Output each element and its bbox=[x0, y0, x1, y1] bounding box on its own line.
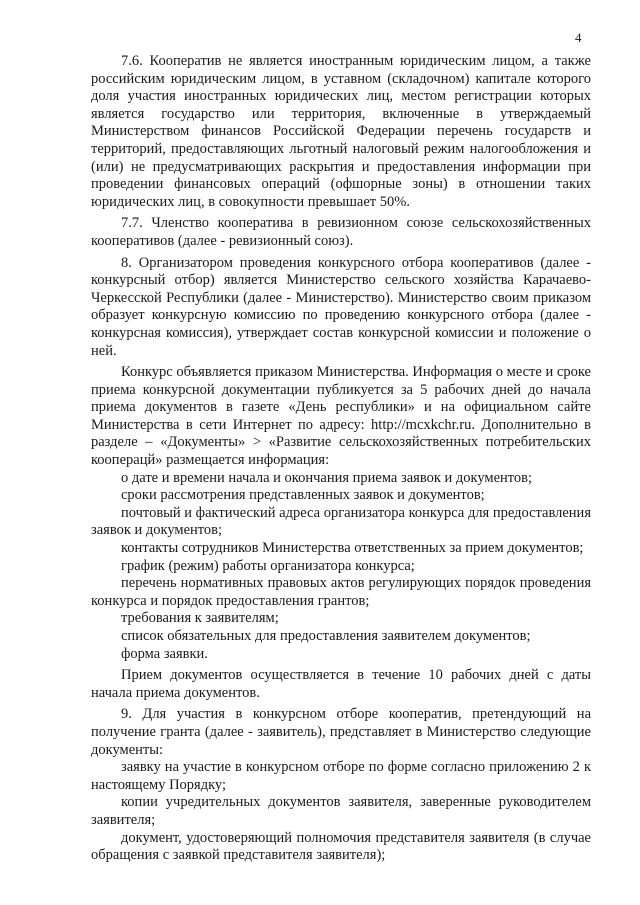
paragraph-7-7: 7.7. Членство кооператива в ревизионном союзе сельскохозяйственных кооперативов (далее - ревизионный союз). bbox=[91, 215, 591, 249]
list-item: список обязательных для предоставления заявителем документов; bbox=[121, 628, 531, 644]
paragraph-8: 8. Организатором проведения конкурсного отбора кооперативов (далее - конкурсный отбор) является Министерство сельского хозяйства Карачаево-Черкесской Республики (далее - Министерство). Министерство своим приказом образует конкурсную комиссию по проведению конкурсного отбора (далее - конкурсная комиссия), утверждает состав конкурсной комиссии и положение о ней. bbox=[91, 254, 591, 359]
paragraph-9: 9. Для участия в конкурсном отборе кооператив, претендующий на получение гранта (далее - заявитель), представляет в Министерство следующие документы: bbox=[91, 706, 591, 758]
list-item: сроки рассмотрения представленных заявок и документов; bbox=[121, 487, 485, 504]
list-item: контакты сотрудников Министерства ответственных за прием документов; bbox=[121, 540, 584, 557]
list-item: график (режим) работы организатора конкурса; bbox=[121, 557, 415, 574]
document-body bbox=[91, 53, 591, 865]
list-item: требования к заявителям; bbox=[121, 610, 279, 627]
paragraph-7-6: 7.6. Кооператив не является иностранным юридическим лицом, а также российским юридическим лицом, в уставном (складочном) капитале которого доля участия иностранных юридических лиц, местом регистрации которых является государство или территория, включенные в утверждаемый Министерством финансов Российской Федерации перечень государств и территорий, предоставляющих льготный налоговый режим налогообложения и (или) не предусматривающих раскрытия и предоставления информации при проведении финансовых операций (офшорные зоны) в отношении таких юридических лиц, в совокупности превышает 50%. bbox=[91, 53, 591, 210]
list-item: копии учредительных документов заявителя, заверенные руководителем заявителя; bbox=[91, 794, 591, 828]
list-item: о дате и времени начала и окончания приема заявок и документов; bbox=[121, 469, 533, 486]
list-item: перечень нормативных правовых актов регулирующих порядок проведения конкурса и порядок предоставления грантов; bbox=[91, 575, 591, 609]
paragraph-priem: Прием документов осуществляется в течение 10 рабочих дней с даты начала приема документов. bbox=[91, 667, 591, 701]
paragraph-konkurs: Конкурс объявляется приказом Министерства. Информация о месте и сроке приема конкурсной документации публикуется за 5 рабочих дней до начала приема документов в газете «День республики» и на официальном сайте Министерства в сети Интернет по адресу: http://mcxkchr.ru. Дополнительно в разделе – «Документы» > «Развитие сельскохозяйственных потребительских кооперацй» размещается информация: bbox=[91, 364, 591, 469]
list-item: форма заявки. bbox=[121, 645, 208, 662]
list-item: документ, удостоверяющий полномочия представителя заявителя (в случае обращения с заявкой представителя заявителя); bbox=[91, 829, 591, 864]
list-item: заявку на участие в конкурсном отборе по форме согласно приложению 2 к настоящему Порядку; bbox=[91, 759, 591, 793]
list-item: почтовый и фактический адреса организатора конкурса для предоставления заявок и документов; bbox=[91, 504, 591, 539]
page-number: 4 bbox=[575, 30, 582, 45]
